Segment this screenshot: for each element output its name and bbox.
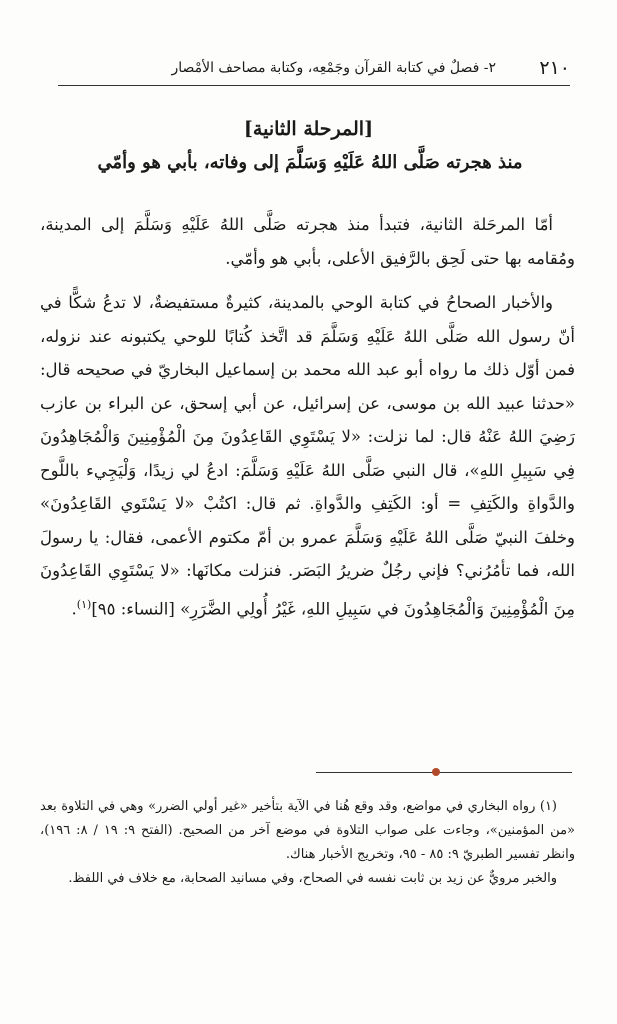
page-header — [58, 55, 570, 86]
footnote-block — [40, 795, 575, 891]
main-text — [40, 208, 575, 626]
footnote-1: (١) رواه البخاري في مواضع، وقد وقع هُنا في الآية بتأخير «غير أولي الضرر» وهي في التلاوة بعد «من المؤمنين»، وجاءت على صواب التلاوة في موضع آخر من الصحيح. (الفتح ٩: ١٩ / ٨: ١٩٦)، وانظر تفسير الطبريّ ٩: ٨٥ - ٩٥، وتخريج الأخبار هناك. — [40, 799, 575, 862]
page-number: ٢١٠ — [539, 57, 570, 79]
footnote-2: والخبر مرويٌّ عن زيد بن ثابت نفسه في الصحاح، وفي مسانيد الصحابة، مع خلاف في اللفظ. — [68, 871, 557, 886]
footnote-reference: (١) — [76, 597, 92, 611]
section-title: [المرحلة الثانية] — [243, 118, 374, 140]
footnote-divider — [316, 772, 572, 773]
section-subtitle: منذ هجرته صَلَّى اللهُ عَلَيْهِ وَسَلَّمَ إلى وفاته، بأبي هو وأمّي — [97, 152, 523, 173]
paragraph-2-text: والأخبار الصحاحُ في كتابة الوحي بالمدينة، كثيرةٌ مستفيضةٌ، لا تدعُ شكًّا في أنّ رسول الله صَلَّى اللهُ عَلَيْهِ وَسَلَّمَ قد اتَّخذ كُتابًا للوحي يكتبونه عند نزوله، فمن أوّل ذلك ما رواه أبو عبد الله محمد بن إسماعيل البخاريّ في صحيحه قال: «حدثنا عبيد الله بن موسى، عن إسرائيل، عن أبي إسحق، عن البراء بن عازب رَضِيَ اللهُ عَنْهُ قال: لما نزلت: «لا يَسْتَوِي القَاعِدُونَ مِنَ الْمُؤْمِنِينَ وَالْمُجَاهِدُونَ فِي سَبِيلِ اللهِ»، قال النبي صَلَّى اللهُ عَلَيْهِ وَسَلَّمَ: ادعُ لي زيدًا، وَلْيَجِيء باللَّوح والدَّواةِ والكَتِفِ = أو: الكَتِفِ والدَّواةِ. ثم قال: اكتُبْ «لا يَسْتَوي القَاعِدُونَ» وخلفَ النبيّ صَلَّى اللهُ عَلَيْهِ وَسَلَّمَ عمرو بن أمّ مكتوم الأعمى، فقال: يا رسولَ الله، فما تأمُرُني؟ فإني رجُلٌ ضريرُ البَصَر. فنزلت مكانَها: «لا يَسْتَوِي القَاعِدُونَ مِنَ الْمُؤْمِنِينَ وَالْمُجَاهِدُونَ في سَبِيلِ اللهِ، غَيْرُ أُولِي الضَّرَرِ» [النساء: ٩٥] — [40, 293, 575, 618]
ornament-dot-icon — [432, 768, 440, 776]
paragraph-1: أمّا المرحَلة الثانية، فتبدأ منذ هجرته صَلَّى اللهُ عَلَيْهِ وَسَلَّمَ إلى المدينة، ومُقامه بها حتى لَحِق بالرَّفيق الأعلى، بأبي هو وأمّي. — [40, 215, 575, 268]
running-title: ٢- فصلٌ في كتابة القرآن وجَمْعِه، وكتابة مصاحف الأمْصار — [171, 60, 496, 76]
paragraph-2: والأخبار الصحاحُ في كتابة الوحي بالمدينة، كثيرةٌ مستفيضةٌ، لا تدعُ شكًّا في أنّ رسول الله صَلَّى اللهُ عَلَيْهِ وَسَلَّمَ قد اتَّخذ كُتابًا للوحي يكتبونه عند نزوله، فمن أوّل ذلك ما رواه أبو عبد الله محمد بن إسماعيل البخاريّ في صحيحه قال: «حدثنا عبيد الله بن موسى، عن إسرائيل، عن أبي إسحق، عن البراء بن عازب رَضِيَ اللهُ عَنْهُ قال: لما نزلت: «لا يَسْتَوِي القَاعِدُونَ مِنَ الْمُؤْمِنِينَ وَالْمُجَاهِدُونَ فِي سَبِيلِ اللهِ»، قال النبي صَلَّى اللهُ عَلَيْهِ وَسَلَّمَ: ادعُ لي زيدًا، وَلْيَجِيء باللَّوح والدَّواةِ والكَتِفِ = أو: الكَتِفِ والدَّواةِ. ثم قال: اكتُبْ «لا يَسْتَوي القَاعِدُونَ» وخلفَ النبيّ صَلَّى اللهُ عَلَيْهِ وَسَلَّمَ عمرو بن أمّ مكتوم الأعمى، فقال: يا رسولَ الله، فما تأمُرُني؟ فإني رجُلٌ ضريرُ البَصَر. فنزلت مكانَها: «لا يَسْتَوِي القَاعِدُونَ مِنَ الْمُؤْمِنِينَ وَالْمُجَاهِدُونَ في سَبِيلِ اللهِ، غَيْرُ أُولِي الضَّرَرِ» [النساء: ٩٥]$^{(١)}$. — [40, 293, 575, 618]
